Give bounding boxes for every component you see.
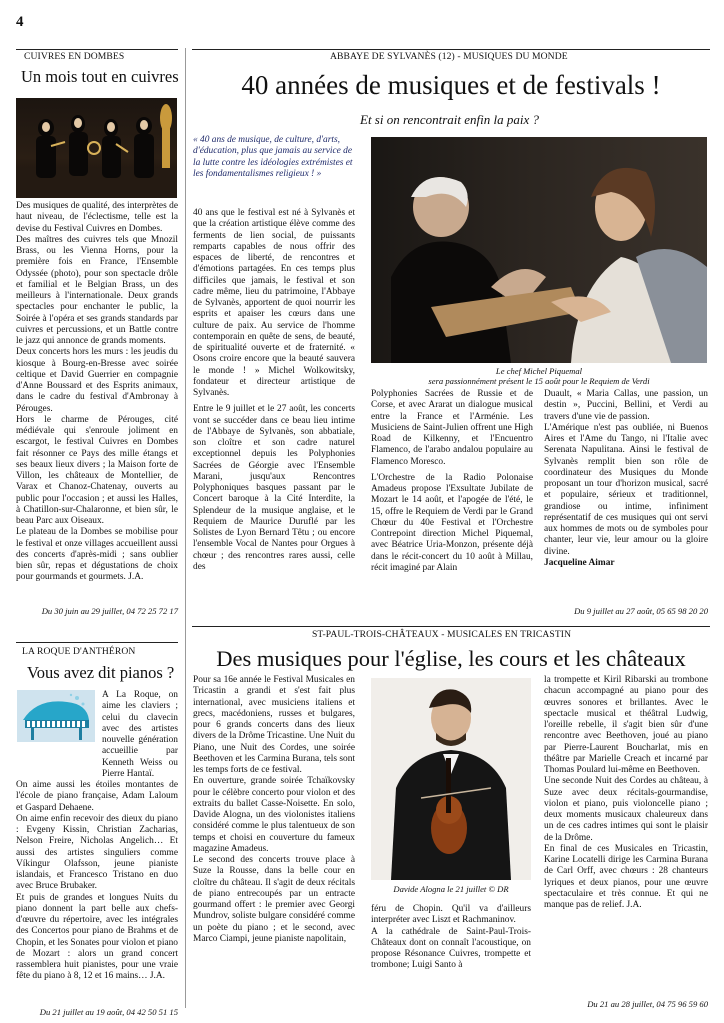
paragraph: Polyphonies Sacrées de Russie et de Corse, et avec Ararat un dialogue musical entre la France et l'Arménie. Les Musiciens de Saint-Julien offrent une High Road de Kilkenny, et l'Encuentro Flamenco, de l'arabo andalou populaire au Flamenco Moresco. (371, 389, 533, 467)
conductor-singer-image (371, 137, 707, 363)
paragraph: Des musiques de qualité, des interprètes de haut niveau, de l'éclectisme, telle est la devise du Festival Cuivres en Dombes. (16, 201, 178, 234)
article-sylvanes-col3 (544, 389, 708, 604)
paragraph: On aime enfin recevoir des dieux du piano : Evgeny Kissin, Christian Zacharias, Nelson Freire, Nicholas Angelich… Et aussi des artistes singuliers comme Víkingur Olafsson, jeune pianiste islandais, et Francesco Tristano en duo avec Bruce Brubaker. (16, 813, 178, 892)
signature: Jacqueline Aimar (544, 557, 615, 568)
article-tricastin-col3 (544, 675, 708, 997)
caption-tricastin: Davide Alogna le 21 juillet © DR (393, 884, 509, 894)
subtitle-sylvanes: Et si on rencontrait enfin la paix ? (360, 112, 539, 127)
paragraph: En final de ces Musicales en Tricastin, Karine Locatelli dirige les Carmina Burana de Carl Orff, avec chœurs : 28 chanteurs lyriques et deux pianos, pour une œuvre spectaculaire et très connue. Et qui ne manque pas de relief. J.A. (544, 843, 708, 910)
brass-players-image (16, 98, 177, 198)
divider (16, 642, 178, 643)
paragraph: A La Roque, on aime les claviers ; celui du clavecin avec des artistes nouvelle génération accueillie par Kenneth Weiss ou Pierre Hantaï. (102, 690, 178, 779)
dates-sylvanes: Du 9 juillet au 27 août, 05 65 98 20 20 (574, 606, 708, 616)
rubric-sylvanes: ABBAYE DE SYLVANÈS (12) - MUSIQUES DU MONDE (330, 51, 568, 62)
title-cuivres: Un mois tout en cuivres (21, 67, 179, 86)
rubric-roque: LA ROQUE D'ANTHÉRON (22, 646, 136, 657)
paragraph: Le plateau de la Dombes se mobilise pour le festival et onze villages accueillent aussi des concerts d'après-midi ; sans oublier bien sûr, repas et dégustations de choix pour gourmands et gourmets. J.A. (16, 527, 178, 583)
article-cuivres-body (16, 201, 178, 616)
rubric-tricastin: ST-PAUL-TROIS-CHÂTEAUX - MUSICALES EN TRICASTIN (312, 629, 572, 640)
photo-davide-alogna (371, 678, 531, 880)
paragraph: féru de Chopin. Qu'il va d'ailleurs interpréter avec Liszt et Rachmaninov. (371, 904, 531, 926)
paragraph: Le second des concerts trouve place à Suze la Rousse, dans la belle cour en cloître du château. Il s'agit de deux récitals de piano entrecoupés par un entracte gourmand offert : le premier avec Georgi Mundrov, soliste bulgare considéré comme un poète du piano ; et le second, avec Marco Ciampi, jeune pianiste napolitain, (193, 855, 355, 944)
photo-ensemble-odyssee (16, 98, 177, 198)
divider (16, 49, 178, 50)
paragraph: Une seconde Nuit des Cordes au château, à Suze avec deux récitals-gourmandise, violon et piano, puis violoncelle piano ; deux moments musicaux chaleureux dans un de ces cadres intimes qui sont le plaisir de la Drôme. (544, 776, 708, 843)
violinist-image (371, 678, 531, 880)
dates-cuivres: Du 30 juin au 29 juillet, 04 72 25 72 17 (41, 606, 178, 616)
caption-sylvanes-1: Le chef Michel Piquemal (495, 366, 583, 376)
paragraph: L'Amérique n'est pas oubliée, ni Buenos Aires et l'Ame du Tango, ni l'Italie avec Serenata Napulitana. Ainsi le festival de Sylvanès remplit bien son rôle de coordinateur des Musiques du Monde proposant un tour d'horizon musical, sacré et populaire, sérieux et traditionnel, grandiose ou intime, infiniment représentatif de ces musiques qui ont servi aux hommes de mots ou de symboles pour chanter, leur vie, leur amour ou la gloire divine. (544, 422, 708, 557)
article-roque-body (16, 690, 178, 1005)
rubric-cuivres: CUIVRES EN DOMBES (24, 51, 125, 62)
paragraph: Duault, « Maria Callas, une passion, un destin », Puccini, Bellini, et Verdi au travers d'une vie de passion. (544, 389, 708, 422)
paragraph: On aime aussi les étoiles montantes de l'école de piano française, Adam Laloum et Gaspard Dehaene. (16, 780, 178, 813)
article-sylvanes-col1 (193, 208, 355, 616)
column-separator (185, 48, 186, 1008)
article-sylvanes-col2 (371, 389, 533, 616)
paragraph: Et puis de grandes et longues Nuits du piano donnent la part belle aux chefs-d'œuvre du répertoire, avec les intégrales des Concertos pour piano de Brahms et de Chopin, et les Sonates pour violon et piano de Mozart : alors un grand concert rassemblera huit pianistes, pour une vraie fête du piano à 8, 12 et 16 mains… J.A. (16, 892, 178, 982)
article-tricastin-col1 (193, 675, 355, 1006)
title-sylvanes: 40 années de musiques et de festivals ! (241, 70, 661, 100)
quote-sylvanes: « 40 ans de musique, de culture, d'arts, d'éducation, plus que jamais au service de la lutte contre les idéologies extrémistes et les fondamentalismes religieux ! » (193, 135, 353, 179)
article-tricastin-col2 (371, 904, 531, 1006)
paragraph: En ouverture, grande soirée Tchaïkovsky pour le célèbre concerto pour violon et des extraits du ballet Casse-Noisette. En solo, Davide Alogna, un des violonistes italiens considéré comme le plus talentueux de son temps et choisi en couverture du fameux magazine Amadeus. (193, 776, 355, 854)
dates-roque: Du 21 juillet au 19 août, 04 42 50 51 15 (39, 1007, 178, 1017)
paragraph: la trompette et Kiril Ribarski au trombone chacun accompagné au piano pour des œuvres sonores et brillantes. Avec le spectacle musical et théâtral Ludwig, l'oreille rebelle, il s'agit bien sûr d'une rencontre avec Beethoven, joué au piano par Pierre-Laurent Boucharlat, mis en théâtre par Marielle Creach et incarné par Thomas Poulard lui-même en Beethoven. (544, 675, 708, 775)
page-number: 4 (16, 14, 24, 30)
dates-tricastin: Du 21 au 28 juillet, 04 75 96 59 60 (587, 999, 708, 1009)
caption-sylvanes-2: sera passionnément présent le 15 août pour le Requiem de Verdi (428, 376, 650, 386)
paragraph: Des maîtres des cuivres tels que Mnozil Brass, ou les Vienna Horns, pour la première fois en France, l'Ensemble Odyssée (photo), pour son spectacle drôle et familial et le Belgian Brass, un des meilleurs à l'internationale. Deux grands spectacles pour enchanter le public, la Soirée à l'opéra et ses grands standards par cuivres et percussions, et un Battle contre le jazz qui annonce de grands moments. (16, 234, 178, 346)
paragraph: L'Orchestre de la Radio Polonaise Amadeus propose l'Exsultate Jubilate de Mozart le 14 août, et l'apogée de l'été, le 15, offre le Requiem de Verdi par le Grand Chœur du 40e Festival et l'Orchestre Contrepoint direction Michel Piquemal, avec Béatrice Uria-Monzon, présente déjà dans le récit-concert du 10 août à Millau, récit imaginé par Alain (371, 472, 533, 573)
divider (192, 49, 710, 50)
paragraph: 40 ans que le festival est né à Sylvanès et que la création artistique élève comme des ferments de lien social, de puissants remparts capables de nous offrir des espaces de liberté, de rencontres et d'émotions partagées. En ces temps plus difficiles que jamais, le festival et son cadre même, lieu du patrimoine, l'Abbaye de Sylvanès, apportent de quoi nourrir les esprits et apaiser les cœurs dans une culture de paix. Au service de l'homme contemporain en quête de sens, de beauté, de spiritualité ouverte et de fraternité. « Osons croire encore que la beauté sauvera le monde ! » Michel Wolkowitsky, fondateur et directeur artistique de Sylvanès. (193, 208, 355, 398)
photo-piquemal-uria-monzon (371, 137, 707, 363)
title-roque: Vous avez dit pianos ? (27, 663, 175, 682)
paragraph: Pour sa 16e année le Festival Musicales en Tricastin a grandi et s'est fait plus international, avec musiciens italiens et grecs, macédoniens, russes et bulgares, pour 6 grands concerts dans des lieux divers de la Drôme Tricastine. Une Nuit du Piano, une Nuit des Cordes, une soirée Beethoven et les Carmina Burana, tels sont les temps forts de ce festival. (193, 675, 355, 775)
paragraph: A la cathédrale de Saint-Paul-Trois-Châteaux dont on connaît l'acoustique, on propose Résonance Cuivres, trompette et trombone; Luigi Santo à (371, 926, 531, 971)
divider (192, 626, 710, 627)
title-tricastin: Des musiques pour l'église, les cours et les châteaux (216, 646, 686, 671)
paragraph: Deux concerts hors les murs : les jeudis du kiosque à Bourg-en-Bresse avec soirée celtique et David Guerrier en compagnie d'Anne Boussard et des Esprits animaux, dans le cadre du festival d'Ambronay à Pérouges. (16, 347, 178, 414)
paragraph: Entre le 9 juillet et le 27 août, les concerts vont se succéder dans ce beau lieu intime de l'Abbaye de Sylvanès, son abbatiale, son cloître et son cadre naturel exceptionnel depuis les Polyphonies Sacrées de Géorgie avec l'Ensemble Marani, jusqu'aux Rencontres Polyphoniques basques passant par le Concert baroque à la Cité Interdite, la Splendeur de la musique anglaise, et le Requiem de Maurice Duruflé par les Solistes de Lyon Bernard Têtu ; ou encore l'ensemble Vocal de Nantes pour Orgues à chœur ; des rencontres rares aussi, celle des (193, 404, 355, 572)
paragraph: Hors le charme de Pérouges, cité médiévale qui s'enroule joliment en escargot, le festival Cuivres en Dombes fait résonner ce Pays des mille étangs et ses beaux lieux divers ; la Maison forte de Villon, les châteaux de Montellier, de Varax et Chanoz-Chatenay, ouverts au public pour l'occasion ; et aussi les Halles, à Chatillon-sur-Chalaronne, et bien sûr, le beau Parc aux Oiseaux. (16, 414, 178, 526)
